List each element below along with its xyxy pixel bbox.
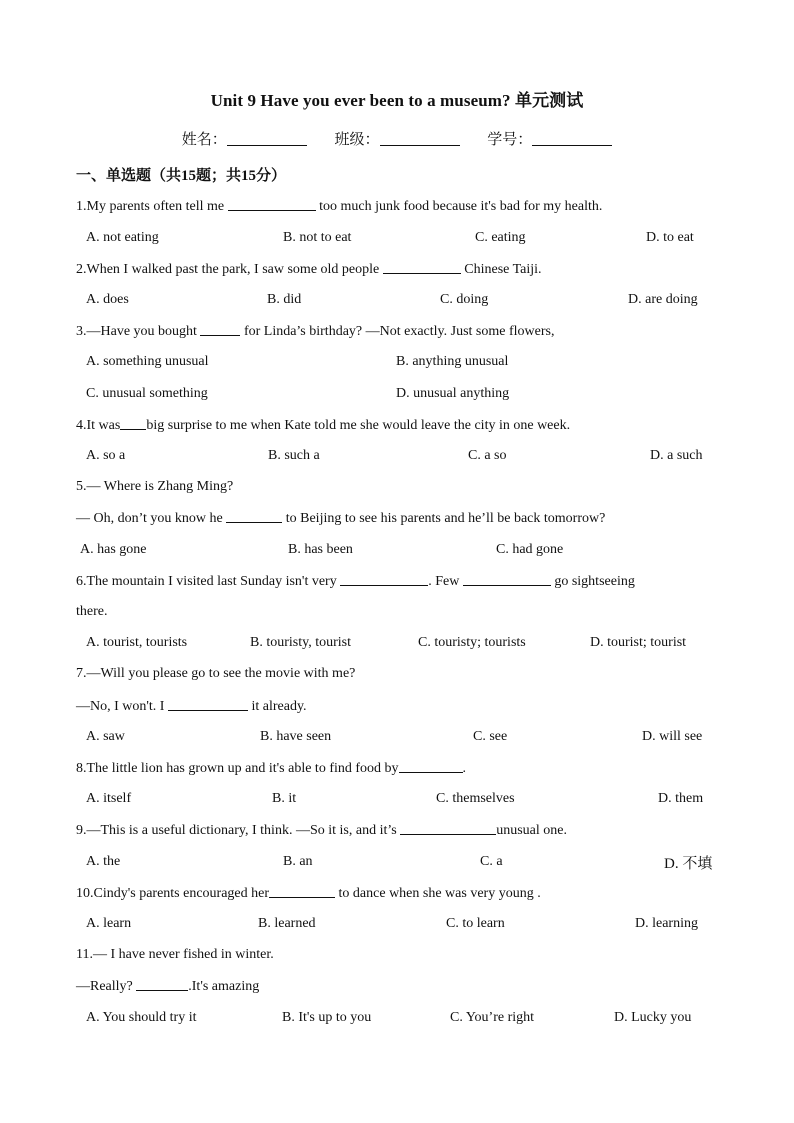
answer-blank[interactable] — [463, 573, 551, 586]
question-2-option-b[interactable]: B. did — [267, 292, 302, 307]
question-2-option-a[interactable]: A. does — [86, 292, 129, 307]
question-8-option-d[interactable]: D. them — [658, 791, 704, 806]
question-10-option-d[interactable]: D. learning — [635, 916, 698, 931]
question-10-option-b[interactable]: B. learned — [258, 916, 316, 931]
question-8-option-c[interactable]: C. themselves — [436, 791, 515, 806]
question-4-option-b[interactable]: B. such a — [268, 448, 320, 463]
question-9-option-b[interactable]: B. an — [283, 854, 313, 869]
name-blank[interactable] — [227, 131, 307, 146]
question-5-option-c[interactable]: C. had gone — [496, 542, 564, 557]
question-7-option-c[interactable]: C. see — [473, 729, 508, 744]
question-7-response: —No, I won't. I it already. — [76, 699, 307, 714]
class-field — [334, 132, 463, 148]
student-info — [0, 128, 794, 149]
question-7-stem: 7.—Will you please go to see the movie with me? — [76, 666, 356, 681]
name-label: 姓名： — [181, 132, 227, 148]
question-6-option-d[interactable]: D. tourist; tourist — [590, 635, 687, 650]
question-7-option-b[interactable]: B. have seen — [260, 729, 332, 744]
answer-blank[interactable] — [168, 698, 248, 711]
question-6-option-a[interactable]: A. tourist, tourists — [86, 635, 188, 650]
question-10-stem: 10.Cindy's parents encouraged her to dance when she was very young . — [76, 886, 541, 901]
question-4-option-c[interactable]: C. a so — [468, 448, 507, 463]
question-5-stem: 5.— Where is Zhang Ming? — [76, 479, 234, 494]
question-9-option-a[interactable]: A. the — [86, 854, 121, 869]
question-4-option-d[interactable]: D. a such — [650, 448, 703, 463]
answer-blank[interactable] — [340, 573, 428, 586]
answer-blank[interactable] — [383, 261, 461, 274]
question-10-option-c[interactable]: C. to learn — [446, 916, 505, 931]
question-3-option-c[interactable]: C. unusual something — [86, 386, 208, 401]
question-1-option-a[interactable]: A. not eating — [86, 230, 159, 245]
question-5-option-a[interactable]: A. has gone — [80, 542, 147, 557]
name-field — [182, 132, 311, 148]
question-1-option-c[interactable]: C. eating — [475, 230, 526, 245]
question-5-response: — Oh, don’t you know he to Beijing to see his parents and he’ll be back tomorrow? — [76, 511, 606, 526]
question-2-option-d[interactable]: D. are doing — [628, 292, 698, 307]
question-6-option-c[interactable]: C. touristy; tourists — [418, 635, 526, 650]
question-3-stem: 3.—Have you bought for Linda’s birthday? —Not exactly. Just some flowers, — [76, 324, 555, 339]
question-8-option-a[interactable]: A. itself — [86, 791, 132, 806]
section-heading: 一、单选题（共15题；共15分） — [76, 168, 287, 184]
id-label: 学号： — [487, 132, 533, 148]
question-4-option-a[interactable]: A. so a — [86, 448, 126, 463]
question-3-option-a[interactable]: A. something unusual — [86, 354, 209, 369]
question-7-option-d[interactable]: D. will see — [642, 729, 703, 744]
answer-blank[interactable] — [400, 822, 496, 835]
question-11-option-a[interactable]: A. You should try it — [86, 1010, 197, 1025]
question-11-response: —Really? .It's amazing — [76, 979, 260, 994]
answer-blank[interactable] — [200, 323, 240, 336]
question-1-option-b[interactable]: B. not to eat — [283, 230, 352, 245]
question-6-stem: 6.The mountain I visited last Sunday isn't very . Few go sightseeing — [76, 574, 635, 589]
question-3-option-d[interactable]: D. unusual anything — [396, 386, 510, 401]
question-6-stem-continued: there. — [76, 604, 108, 619]
question-1-option-d[interactable]: D. to eat — [646, 230, 694, 245]
question-1-stem: 1.My parents often tell me too much junk food because it's bad for my health. — [76, 199, 603, 214]
answer-blank[interactable] — [228, 198, 316, 211]
question-9-option-d[interactable]: D. 不填 — [664, 856, 713, 872]
answer-blank[interactable] — [399, 760, 463, 773]
answer-blank[interactable] — [269, 885, 335, 898]
question-3-option-b[interactable]: B. anything unusual — [396, 354, 509, 369]
id-blank[interactable] — [532, 131, 612, 146]
answer-blank[interactable] — [226, 510, 282, 523]
id-field — [487, 132, 612, 148]
class-blank[interactable] — [380, 131, 460, 146]
page-title: Unit 9 Have you ever been to a museum? 单元测试 — [210, 91, 584, 110]
question-8-option-b[interactable]: B. it — [272, 791, 297, 806]
question-9-option-c[interactable]: C. a — [480, 854, 503, 869]
question-2-option-c[interactable]: C. doing — [440, 292, 489, 307]
question-10-option-a[interactable]: A. learn — [86, 916, 132, 931]
question-11-option-c[interactable]: C. You’re right — [450, 1010, 535, 1025]
question-5-option-b[interactable]: B. has been — [288, 542, 353, 557]
question-8-stem: 8.The little lion has grown up and it's able to find food by . — [76, 761, 467, 776]
question-11-option-b[interactable]: B. It's up to you — [282, 1010, 372, 1025]
question-6-option-b[interactable]: B. touristy, tourist — [250, 635, 351, 650]
answer-blank[interactable] — [136, 978, 188, 991]
class-label: 班级： — [334, 132, 380, 148]
question-4-stem: 4.It was big surprise to me when Kate told me she would leave the city in one week. — [76, 418, 571, 433]
question-2-stem: 2.When I walked past the park, I saw some old people Chinese Taiji. — [76, 262, 542, 277]
question-11-stem: 11.— I have never fished in winter. — [76, 947, 274, 962]
answer-blank[interactable] — [120, 417, 146, 430]
question-11-option-d[interactable]: D. Lucky you — [614, 1010, 692, 1025]
question-9-stem: 9.—This is a useful dictionary, I think. —So it is, and it’s unusual one. — [76, 823, 567, 838]
question-7-option-a[interactable]: A. saw — [86, 729, 125, 744]
